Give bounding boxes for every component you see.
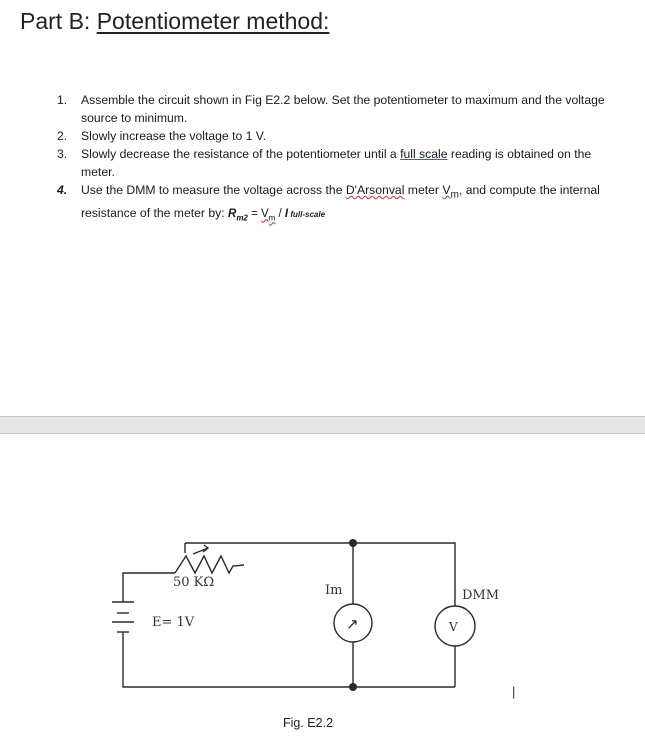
step-1 bbox=[0, 91, 645, 127]
step-text-after: , and compute the internal resistance of the meter by: bbox=[81, 183, 600, 221]
step-number: 4. bbox=[57, 183, 68, 197]
wire-top-left bbox=[123, 573, 175, 588]
step-number: 1. bbox=[57, 93, 68, 107]
junction-bottom bbox=[349, 683, 357, 691]
title-prefix: Part B: bbox=[20, 8, 97, 34]
wire-bottom bbox=[123, 646, 455, 687]
dmm-label: DMM bbox=[462, 588, 500, 603]
voltmeter-symbol: V bbox=[449, 620, 458, 634]
step-text: Assemble the circuit shown in Fig E2.2 below. Set the potentiometer to maximum and the voltage source to minimum. bbox=[81, 93, 605, 125]
potentiometer-wiper bbox=[193, 545, 208, 554]
ammeter-label: Im bbox=[325, 583, 343, 598]
ammeter-arrow-icon: ↗ bbox=[346, 616, 359, 633]
page-title bbox=[20, 8, 329, 35]
circuit-diagram bbox=[0, 432, 645, 712]
stray-mark: | bbox=[512, 684, 516, 699]
junction-top bbox=[349, 539, 357, 547]
step-text-before: Slowly decrease the resistance of the potentiometer until a bbox=[81, 147, 401, 161]
wire-top-right bbox=[185, 543, 455, 606]
step-4 bbox=[0, 181, 645, 228]
full-scale-term: full scale bbox=[400, 147, 448, 161]
step-number: 3. bbox=[57, 147, 68, 161]
vm-symbol: $V_m$ bbox=[442, 183, 459, 201]
source-label: E= 1V bbox=[152, 615, 195, 630]
figure-caption: Fig. E2.2 bbox=[283, 716, 334, 730]
title-main: Potentiometer method: bbox=[96, 8, 330, 34]
resistance-formula: $R_{m2} = V_m / I$ full-scale bbox=[228, 208, 326, 223]
step-number: 2. bbox=[57, 129, 68, 143]
meter-word: meter bbox=[404, 183, 443, 197]
resistor-label: 50 KΩ bbox=[173, 575, 215, 590]
step-text-after: reading is obtained on the meter. bbox=[81, 147, 592, 179]
potentiometer-zigzag bbox=[175, 556, 244, 573]
procedure-steps bbox=[0, 91, 645, 228]
step-text: Slowly increase the voltage to 1 V. bbox=[81, 129, 267, 143]
step-text-before: Use the DMM to measure the voltage across the bbox=[81, 183, 346, 197]
step-2 bbox=[0, 127, 645, 145]
step-3 bbox=[0, 145, 645, 181]
darsonval-term: D'Arsonval bbox=[345, 183, 405, 197]
